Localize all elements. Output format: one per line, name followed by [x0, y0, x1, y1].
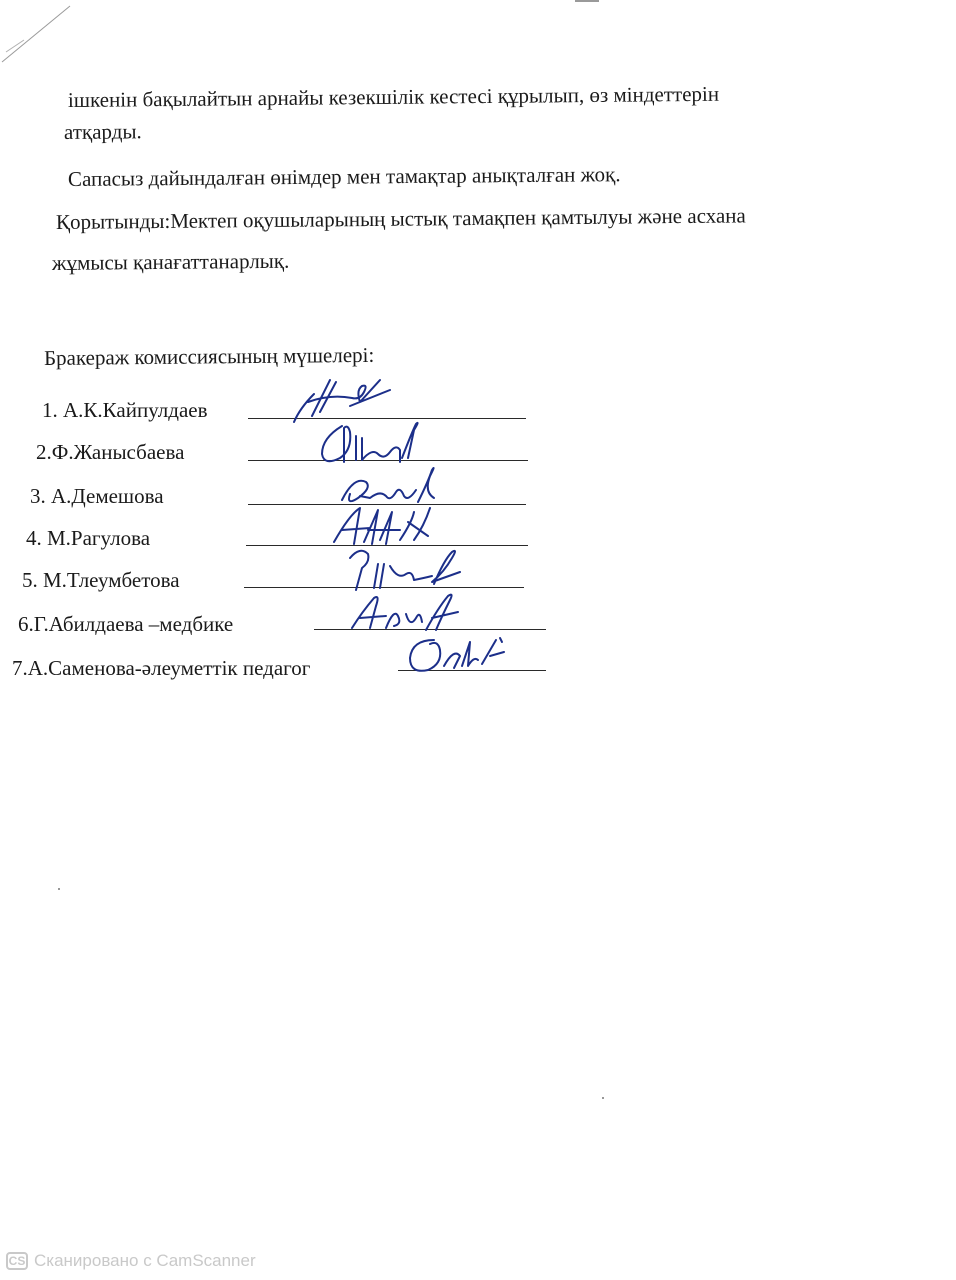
- top-edge-mark: [575, 0, 599, 2]
- conclusion-line-1: Қорытынды:Мектеп оқушыларының ыстық тамақпен қамтылуы және асхана: [55, 203, 746, 234]
- paragraph-1-line-1: ішкенін бақылайтын арнайы кезекшілік кестесі құрылып, өз міндеттерін: [67, 81, 720, 112]
- commission-title: Бракераж комиссиясының мүшелері:: [43, 342, 375, 370]
- member-7-signature: [404, 630, 510, 678]
- paragraph-2: Сапасыз дайындалған өнімдер мен тамақтар анықталған жоқ.: [67, 162, 621, 191]
- member-7-name: 7.А.Саменова-әлеуметтік педагог: [12, 656, 311, 680]
- member-5-name: 5. М.Тлеумбетова: [22, 568, 180, 592]
- member-1-name: 1. А.К.Кайпулдаев: [42, 398, 208, 422]
- scan-speck: [602, 1097, 604, 1099]
- conclusion-line-2: жұмысы қанағаттанарлық.: [51, 248, 290, 275]
- watermark-text: Сканировано с CamScanner: [34, 1251, 256, 1270]
- member-2-name: 2.Ф.Жанысбаева: [36, 440, 185, 464]
- member-3-name: 3. А.Демешова: [30, 484, 164, 508]
- camscanner-watermark: [6, 1250, 256, 1272]
- member-6-name: 6.Г.Абилдаева –медбике: [18, 612, 234, 636]
- camscanner-logo-icon: CS: [6, 1252, 28, 1270]
- paragraph-1-line-2: атқарды.: [63, 119, 142, 144]
- corner-scan-mark: [0, 0, 90, 70]
- scan-speck: [58, 888, 60, 890]
- member-4-name: 4. М.Рагулова: [26, 526, 151, 550]
